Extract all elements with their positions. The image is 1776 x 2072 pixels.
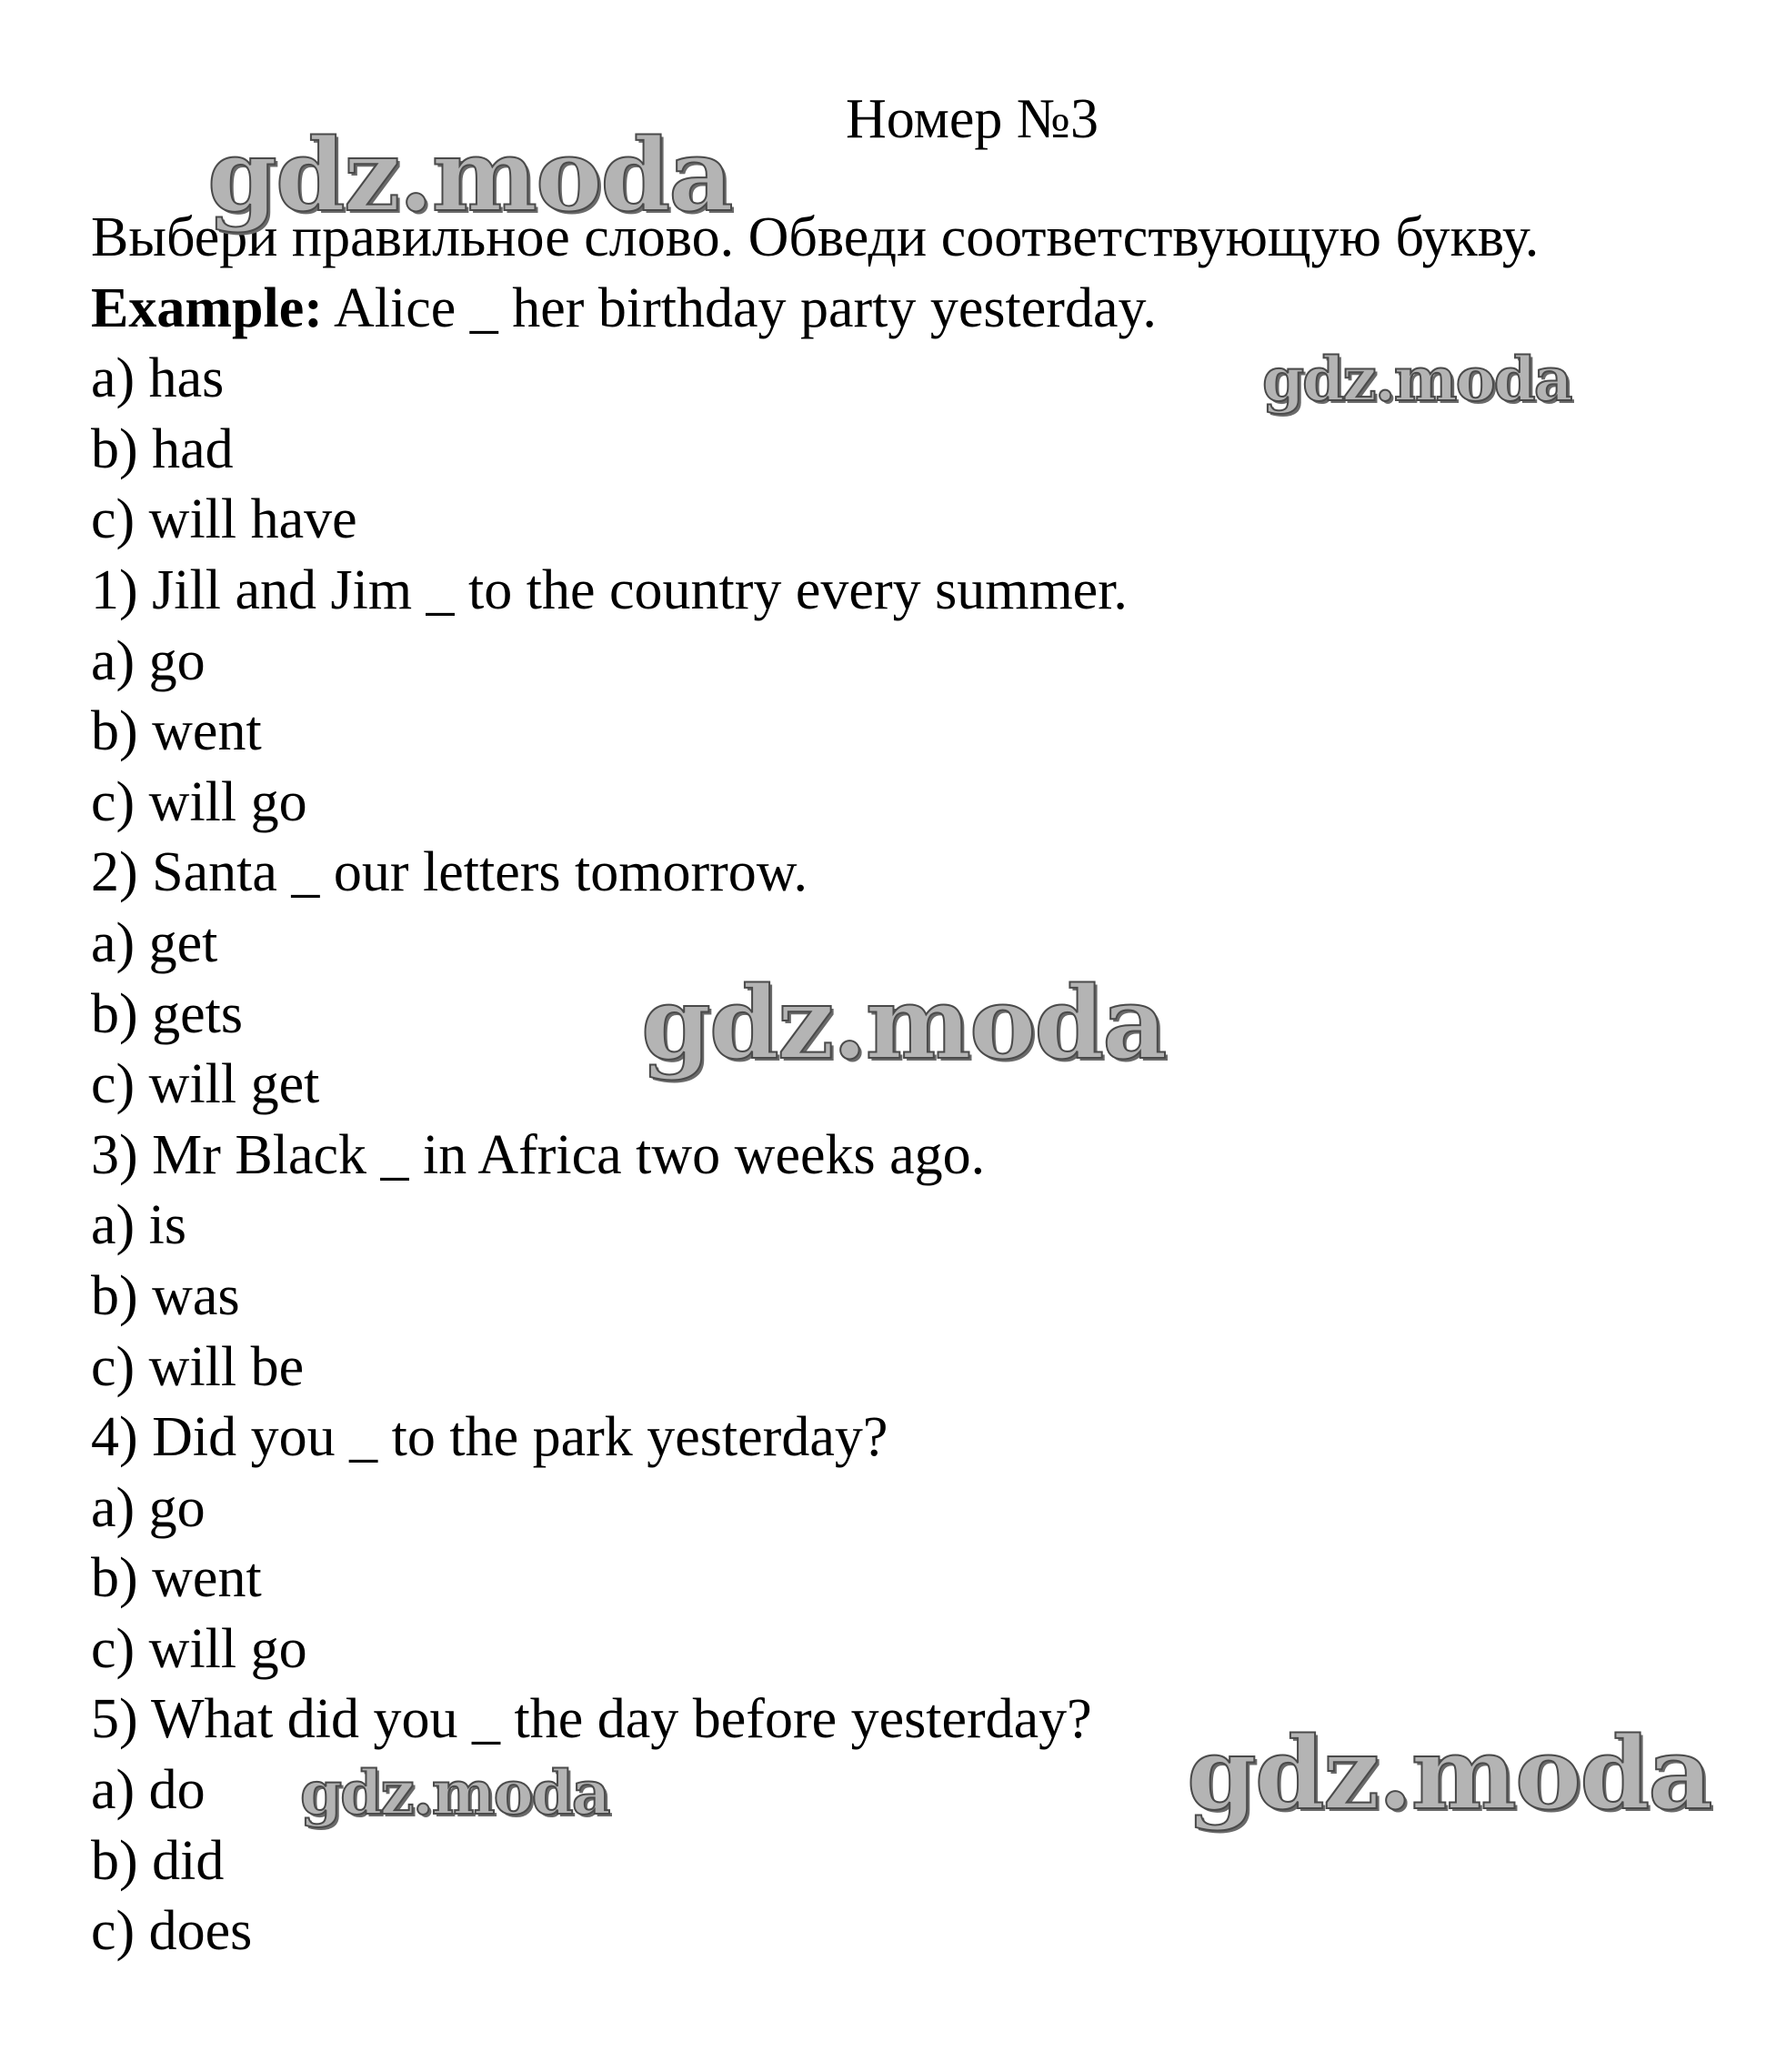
question-2-option-b: b) gets: [91, 982, 244, 1045]
question-5-option-b: b) did: [91, 1829, 225, 1892]
instruction-text: Выбери правильное слово. Обведи соответствующую букву.: [91, 206, 1540, 268]
question-5-option-c: c) does: [91, 1900, 253, 1963]
question-3-option-a: a) is: [91, 1194, 187, 1257]
question-4-option-b: b) went: [91, 1547, 262, 1610]
question-2: 2) Santa _ our letters tomorrow.: [91, 841, 808, 904]
example-option-c: c) will have: [91, 488, 357, 551]
page-title: Номер №3: [846, 88, 1099, 150]
example-option-b: b) had: [91, 417, 234, 480]
question-1-option-a: a) go: [91, 629, 206, 692]
example-line: [91, 274, 1539, 345]
watermark-logo: gdz.moda: [207, 116, 732, 234]
question-3-option-b: b) was: [91, 1264, 240, 1327]
watermark-logo: gdz.moda: [1262, 344, 1571, 415]
question-1-option-c: c) will go: [91, 770, 307, 833]
question-3: 3) Mr Black _ in Africa two weeks ago.: [91, 1123, 986, 1186]
example-label: Example:: [91, 277, 323, 339]
question-5-option-a: a) do: [91, 1759, 206, 1822]
question-3-option-c: c) will be: [91, 1335, 305, 1398]
exercise-content: [91, 203, 1539, 1967]
question-1-option-b: b) went: [91, 700, 262, 763]
watermark-logo: gdz.moda: [641, 964, 1166, 1081]
question-1: 1) Jill and Jim _ to the country every summer.: [91, 558, 1128, 621]
question-5: 5) What did you _ the day before yesterday?: [91, 1688, 1092, 1751]
question-2-option-a: a) get: [91, 911, 218, 974]
question-4: 4) Did you _ to the park yesterday?: [91, 1406, 888, 1469]
example-option-a: a) has: [91, 347, 225, 410]
watermark-logo: gdz.moda: [300, 1757, 609, 1828]
example-sentence: Alice _ her birthday party yesterday.: [333, 277, 1157, 339]
question-4-option-c: c) will go: [91, 1617, 307, 1680]
watermark-logo: gdz.moda: [1187, 1715, 1711, 1832]
question-4-option-a: a) go: [91, 1476, 206, 1539]
question-2-option-c: c) will get: [91, 1053, 320, 1116]
